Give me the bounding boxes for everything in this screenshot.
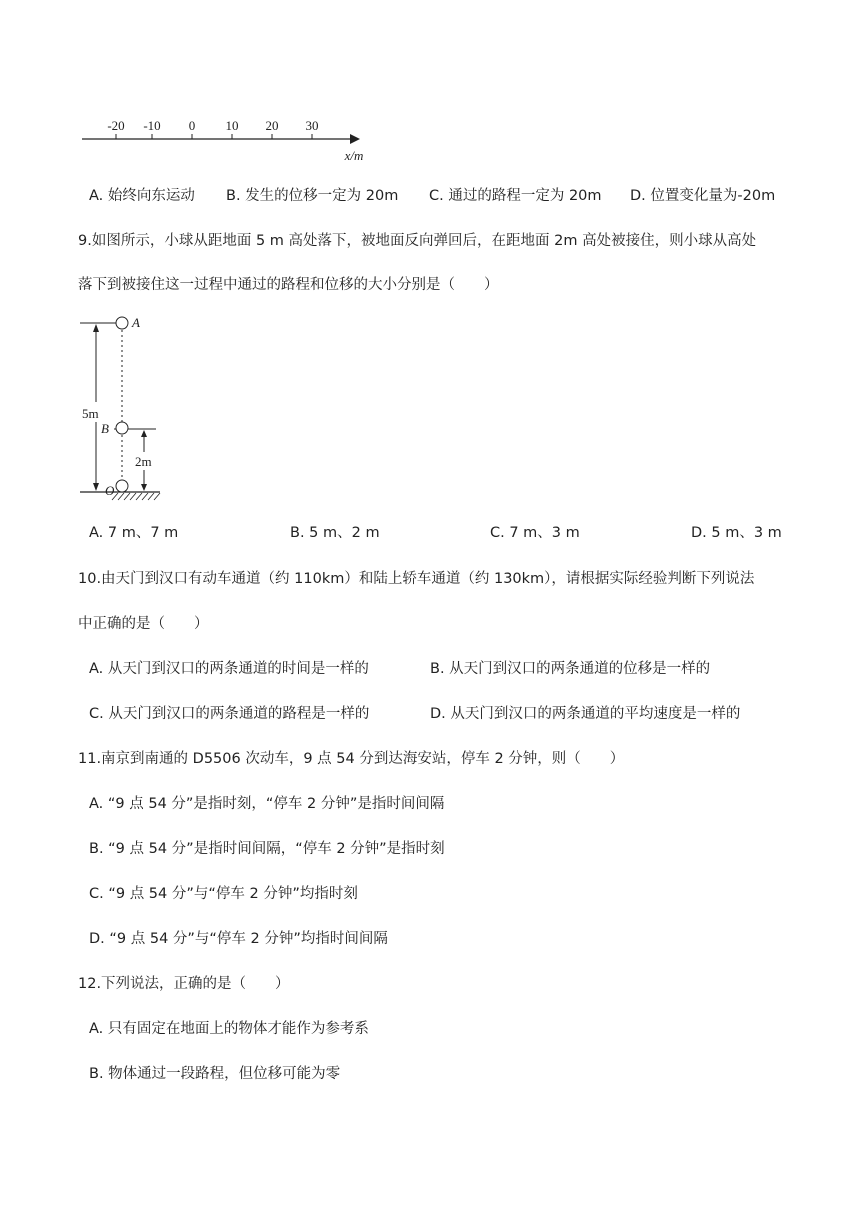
q9-option-c: C. 7 m、3 m — [490, 525, 580, 541]
arrow-right-icon — [350, 134, 360, 144]
q9-option-b: B. 5 m、2 m — [290, 525, 380, 541]
q9-option-a: A. 7 m、7 m — [89, 525, 179, 541]
ball-b — [116, 422, 128, 434]
ball-a — [116, 317, 128, 329]
tick-marks — [116, 134, 312, 139]
q8-option-a: A. 始终向东运动 — [89, 188, 195, 204]
q12-option-b: B. 物体通过一段路程，但位移可能为零 — [89, 1066, 341, 1082]
label-o: O — [105, 483, 115, 498]
q9-stem-line2: 落下到被接住这一过程中通过的路程和位移的大小分别是（ ） — [78, 277, 499, 293]
q12-stem: 12.下列说法，正确的是（ ） — [78, 976, 290, 992]
q11-option-c: C. “9 点 54 分”与“停车 2 分钟”均指时刻 — [89, 886, 358, 902]
tick-label: 10 — [225, 118, 239, 133]
q11-stem: 11.南京到南通的 D5506 次动车，9 点 54 分到达海安站，停车 2 分钟，则（ ） — [78, 751, 625, 767]
q10-option-d: D. 从天门到汉口的两条通道的平均速度是一样的 — [430, 706, 741, 722]
q9-option-d: D. 5 m、3 m — [691, 525, 782, 541]
q12-option-a: A. 只有固定在地面上的物体才能作为参考系 — [89, 1021, 369, 1037]
number-line-figure — [80, 112, 380, 168]
tick-label: 30 — [305, 118, 319, 133]
q10-option-a: A. 从天门到汉口的两条通道的时间是一样的 — [89, 661, 369, 677]
label-5m: 5m — [82, 406, 99, 421]
tick-label: -20 — [107, 118, 125, 133]
q8-option-d: D. 位置变化量为-20m — [630, 188, 776, 204]
q11-option-a: A. “9 点 54 分”是指时刻，“停车 2 分钟”是指时间间隔 — [89, 796, 445, 812]
ball-o — [116, 480, 128, 492]
tick-label: -10 — [143, 118, 161, 133]
q10-stem-line1: 10.由天门到汉口有动车通道（约 110km）和陆上轿车通道（约 130km），请根据实际经验判断下列说法 — [78, 571, 755, 587]
label-2m: 2m — [135, 454, 152, 469]
q8-option-c: C. 通过的路程一定为 20m — [429, 188, 602, 204]
q11-option-d: D. “9 点 54 分”与“停车 2 分钟”均指时间间隔 — [89, 931, 388, 947]
arrow-down-icon — [141, 484, 147, 491]
q8-option-b: B. 发生的位移一定为 20m — [226, 188, 399, 204]
ball-drop-figure — [78, 310, 173, 506]
q10-option-b: B. 从天门到汉口的两条通道的位移是一样的 — [430, 661, 711, 677]
q10-stem-line2: 中正确的是（ ） — [78, 616, 209, 632]
q11-option-b: B. “9 点 54 分”是指时间间隔，“停车 2 分钟”是指时刻 — [89, 841, 445, 857]
label-a: A — [132, 315, 140, 330]
q9-stem-line1: 9.如图所示，小球从距地面 5 m 高处落下，被地面反向弹回后，在距地面 2m 高处被接住，则小球从高处 — [78, 233, 757, 249]
arrow-down-icon — [93, 483, 99, 491]
q10-option-c: C. 从天门到汉口的两条通道的路程是一样的 — [89, 706, 370, 722]
arrow-up-icon — [141, 430, 147, 437]
tick-label: 0 — [188, 118, 196, 133]
tick-label: 20 — [265, 118, 279, 133]
axis-label: x/m — [344, 148, 364, 163]
label-b: B — [101, 421, 109, 436]
arrow-up-icon — [93, 324, 99, 332]
